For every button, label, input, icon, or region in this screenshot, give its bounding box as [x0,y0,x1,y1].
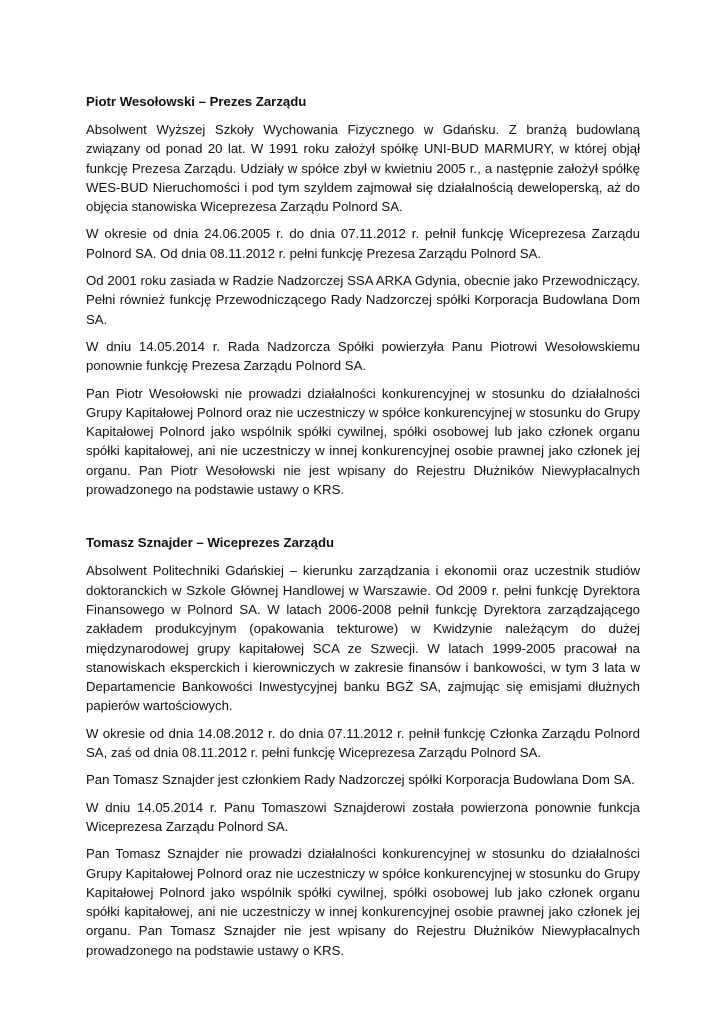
document-page [86,92,640,968]
paragraph-tenure: W okresie od dnia 14.08.2012 r. do dnia 07.11.2012 r. pełnił funkcję Członka Zarządu Polnord SA, zaś od dnia 08.11.2012 r. pełni funkcję Wiceprezesa Zarządu Polnord SA. [86,725,640,761]
section-tomasz-sznajder [86,533,640,960]
section-spacer [86,507,640,533]
paragraph-supervisory-boards: Od 2001 roku zasiada w Radzie Nadzorczej SSA ARKA Gdynia, obecnie jako Przewodniczący. Pełni również funkcję Przewodniczącego Rady Nadzorczej spółki Korporacja Budowlana Dom SA. [86,273,640,327]
paragraph-biography: Absolwent Wyższej Szkoły Wychowania Fizycznego w Gdańsku. Z branżą budowlaną związany od ponad 20 lat. W 1991 roku założył spółkę UNI-BUD MARMURY, w której objął funkcję Prezesa Zarządu. Udziały w spółce zbył w kwietniu 2005 r., a następnie założył spółkę WES-BUD Nieruchomości i pod tym szyldem zajmował się działalnością deweloperską, aż do objęcia stanowiska Wiceprezesa Zarządu Polnord SA. [86,122,640,215]
paragraph-biography: Absolwent Politechniki Gdańskiej – kierunku zarządzania i ekonomii oraz uczestnik studiów doktoranckich w Szkole Głównej Handlowej w Warszawie. Od 2009 r. pełni funkcję Dyrektora Finansowego w Polnord SA. W latach 2006-2008 pełnił funkcję Dyrektora zarządzającego zakładem produkcyjnym (opakowania tekturowe) w Kwidzynie należącym do dużej międzynarodowej grupy kapitałowej SCA ze Szwecji. W latach 1999-2005 pracował na stanowiskach eksperckich i kierowniczych w zakresie finansów i bankowości, w tym 3 lata w Departamencie Bankowości Inwestycyjnej banku BGŻ SA, zajmując się emisjami dłużnych papierów wartościowych. [86,563,640,714]
paragraph-reappointment: W dniu 14.05.2014 r. Panu Tomaszowi Sznajderowi została powierzona ponownie funkcja Wiceprezesa Zarządu Polnord SA. [86,799,640,834]
paragraph-reappointment: W dniu 14.05.2014 r. Rada Nadzorcza Spółki powierzyła Panu Piotrowi Wesołowskiemu ponownie funkcję Prezesa Zarządu Polnord SA. [86,338,640,374]
paragraph-tenure: W okresie od dnia 24.06.2005 r. do dnia 07.11.2012 r. pełnił funkcję Wiceprezesa Zarządu Polnord SA. Od dnia 08.11.2012 r. pełni funkcję Prezesa Zarządu Polnord SA. [86,226,640,261]
section-heading: Tomasz Sznajder – Wiceprezes Zarządu [86,535,335,551]
section-heading: Piotr Wesołowski – Prezes Zarządu [86,94,307,109]
section-piotr-wesolowski [86,92,640,499]
paragraph-declaration: Pan Tomasz Sznajder nie prowadzi działalności konkurencyjnej w stosunku do działalności Grupy Kapitałowej Polnord oraz nie uczestniczy w spółce konkurencyjnej w stosunku do Grupy Kapitałowej Polnord jako wspólnik spółki cywilnej, spółki osobowej lub jako członek organu spółki kapitałowej, ani nie uczestniczy w innej konkurencyjnej osobie prawnej jako członek jej organu. Pan Tomasz Sznajder nie jest wpisany do Rejestru Dłużników Niewypłacalnych prowadzonego na podstawie ustawy o KRS. [86,846,640,958]
paragraph-declaration: Pan Piotr Wesołowski nie prowadzi działalności konkurencyjnej w stosunku do działalności Grupy Kapitałowej Polnord oraz nie uczestniczy w spółce konkurencyjnej w stosunku do Grupy Kapitałowej Polnord jako wspólnik spółki cywilnej, spółki osobowej lub jako członek organu spółki kapitałowej, ani nie uczestniczy w innej konkurencyjnej osobie prawnej jako członek jej organu. Pan Piotr Wesołowski nie jest wpisany do Rejestru Dłużników Niewypłacalnych prowadzonego na podstawie ustawy o KRS. [86,385,640,498]
paragraph-supervisory-boards: Pan Tomasz Sznajder jest członkiem Rady Nadzorczej spółki Korporacja Budowlana Dom SA. [86,772,635,788]
